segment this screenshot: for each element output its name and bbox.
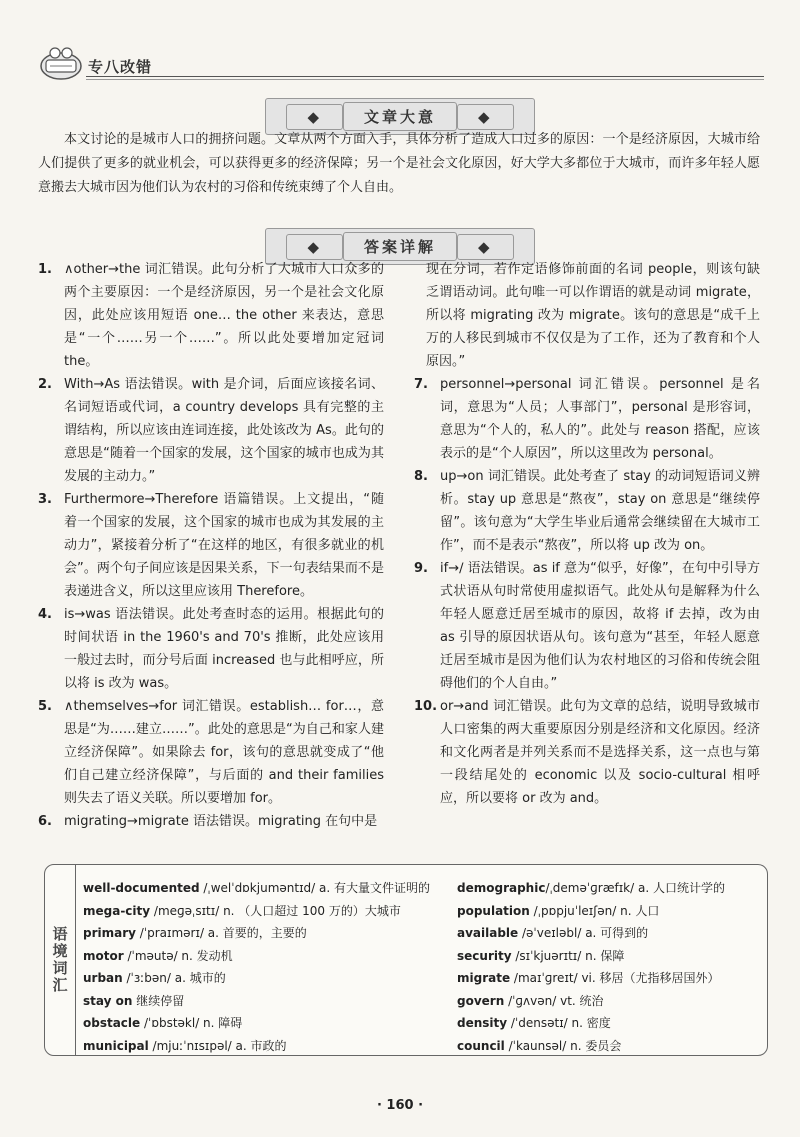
vocab-definition: /əˈveɪləbl/ a. 可得到的 bbox=[518, 926, 649, 940]
vocabulary-left-column bbox=[83, 877, 463, 1057]
vocab-definition: /ˈɒbstəkl/ n. 障碍 bbox=[140, 1016, 243, 1030]
answer-item bbox=[38, 695, 384, 810]
answer-item-continued bbox=[414, 258, 760, 373]
vocab-entry bbox=[457, 945, 757, 968]
vocab-definition: /maɪˈɡreɪt/ vi. 移居（尤指移居国外） bbox=[510, 971, 720, 985]
answer-text: up→on 词汇错误。此处考查了 stay 的动词短语词义辨析。stay up 意思是“熬夜”，stay on 意思是“继续停留”。该句意为“大学生毕业后通常会继续留在大城市工作”，而不是表示“熬夜”，所以将 up 改为 on。 bbox=[440, 469, 760, 553]
vocab-word: stay on bbox=[83, 993, 133, 1008]
diamond-icon: ◆ bbox=[457, 104, 514, 130]
vocab-definition: /ˈɡʌvən/ vt. 统治 bbox=[504, 993, 604, 1008]
vocab-entry bbox=[83, 900, 463, 923]
vocabulary-right-column bbox=[457, 877, 757, 1057]
vocab-definition: /ˌpɒpjuˈleɪʃən/ n. 人口 bbox=[529, 903, 660, 918]
answers-left-column bbox=[38, 258, 384, 833]
vocab-word: security bbox=[457, 948, 512, 963]
vocab-definition: /mjuːˈnɪsɪpəl/ a. 市政的 bbox=[148, 1038, 287, 1053]
vocab-definition: /ˌdeməˈɡræfɪk/ a. 人口统计学的 bbox=[545, 881, 725, 895]
summary-title-text: 文章大意 bbox=[343, 102, 457, 131]
vocabulary-label-text: 语境词汇 bbox=[50, 926, 69, 994]
vocab-word: primary bbox=[83, 926, 136, 940]
vocab-word: urban bbox=[83, 971, 123, 985]
vocab-entry bbox=[457, 900, 757, 923]
vocab-word: govern bbox=[457, 993, 505, 1008]
diamond-icon: ◆ bbox=[286, 234, 343, 260]
vocab-definition: /ˈməutə/ n. 发动机 bbox=[123, 948, 233, 963]
answer-item bbox=[38, 603, 384, 695]
answer-text: is→was 语法错误。此处考查时态的运用。根据此句的时间状语 in the 1960's and 70's 推断，此处应该用一般过去时，而分号后面 increased 也与此相呼应，所以将 is 改为 was。 bbox=[64, 607, 384, 691]
vocab-word: demographic bbox=[457, 881, 546, 895]
header-rule-secondary bbox=[86, 79, 764, 80]
answer-item bbox=[38, 810, 384, 833]
vocab-word: migrate bbox=[457, 971, 511, 985]
diamond-icon: ◆ bbox=[286, 104, 343, 130]
vocab-definition: /sɪˈkjuərɪtɪ/ n. 保障 bbox=[511, 948, 625, 963]
vocab-entry bbox=[457, 877, 757, 900]
vocab-word: density bbox=[457, 1016, 508, 1030]
page-header bbox=[38, 44, 778, 84]
answers-right-column bbox=[414, 258, 760, 810]
answer-item bbox=[414, 373, 760, 465]
vocabulary-box bbox=[44, 864, 768, 1056]
vocab-word: municipal bbox=[83, 1038, 149, 1053]
vocab-word: population bbox=[457, 903, 530, 918]
answer-item bbox=[414, 695, 760, 810]
vocab-entry bbox=[83, 990, 463, 1013]
answer-number: 5. bbox=[38, 699, 52, 714]
answer-text: migrating→migrate 语法错误。migrating 在句中是 bbox=[64, 814, 378, 829]
answer-number: 4. bbox=[38, 607, 52, 622]
vocab-definition: /ˌwelˈdɒkjuməntɪd/ a. 有大量文件证明的 bbox=[199, 881, 430, 895]
vocab-entry bbox=[83, 1012, 463, 1035]
answer-text: 现在分词，若作定语修饰前面的名词 people，则该句缺乏谓语动词。此句唯一可以作谓语的就是动词 migrate，所以将 migrating 改为 migrate。该句的意思是“成千上万的人移民到城市不仅仅是为了工作，还为了教育和个人原因。” bbox=[426, 262, 760, 369]
vocab-entry bbox=[457, 1035, 757, 1058]
vocab-entry bbox=[457, 990, 757, 1013]
vocab-entry bbox=[457, 1012, 757, 1035]
vocab-definition: /ˈɜːbən/ a. 城市的 bbox=[122, 971, 226, 985]
answer-item bbox=[38, 373, 384, 488]
header-rule bbox=[86, 76, 764, 77]
vocab-definition: /meɡəˌsɪtɪ/ n. （人口超过 100 万的）大城市 bbox=[150, 903, 401, 918]
vocab-definition: 继续停留 bbox=[132, 993, 185, 1008]
vocabulary-label bbox=[45, 865, 76, 1055]
answer-number: 3. bbox=[38, 492, 52, 507]
answer-item bbox=[414, 557, 760, 695]
vocab-definition: /ˈdensətɪ/ n. 密度 bbox=[507, 1016, 611, 1030]
answer-text: personnel→personal 词汇错误。personnel 是名词，意思为“人员；人事部门”，personal 是形容词，意思为“个人的，私人的”。此处与 reason 搭配，应该表示的是“个人原因”，所以这里改为 personal。 bbox=[440, 377, 760, 461]
summary-paragraph: 本文讨论的是城市人口的拥挤问题。文章从两个方面入手，具体分析了造成人口过多的原因：一个是经济原因，大城市给人们提供了更多的就业机会，可以获得更多的经济保障；另一个是社会文化原因，好大学大多都位于大城市，而许多年轻人愿意搬去大城市因为他们认为农村的习俗和传统束缚了个人自由。 bbox=[38, 132, 760, 195]
vocab-entry bbox=[83, 1035, 463, 1058]
vocab-word: motor bbox=[83, 948, 124, 963]
answer-number: 8. bbox=[414, 469, 428, 484]
answer-text: ∧themselves→for 词汇错误。establish… for…，意思是“为……建立……”。此处的意思是“为自己和家人建立经济保障”。如果除去 for，该句的意思就变成了“他们自己建立经济保障”，与后面的 and their families 则失去了语义关联。所以要增加 for。 bbox=[64, 699, 384, 806]
vocab-word: obstacle bbox=[83, 1016, 141, 1030]
answer-text: or→and 词汇错误。此句为文章的总结，说明导致城市人口密集的两大重要原因分别是经济和文化原因。经济和文化两者是并列关系而不是选择关系，这一点也与第一段结尾处的 economic 以及 socio-cultural 相呼应，所以要将 or 改为 and。 bbox=[440, 699, 760, 806]
answer-number: 10. bbox=[414, 699, 438, 714]
vocab-entry bbox=[83, 945, 463, 968]
answer-number: 6. bbox=[38, 814, 52, 829]
vocab-entry bbox=[83, 877, 463, 900]
answer-text: With→As 语法错误。with 是介词，后面应该接名词、名词短语或代词，a country develops 具有完整的主谓结构，所以应该由连词连接，此处该改为 As。此句的意思是“随着一个国家的发展，这个国家的城市也成为其发展的主动力。” bbox=[64, 377, 384, 484]
header-title: 专八改错 bbox=[88, 58, 153, 76]
vocab-word: well-documented bbox=[83, 881, 200, 895]
vocab-word: available bbox=[457, 926, 519, 940]
answer-number: 7. bbox=[414, 377, 428, 392]
vocab-entry bbox=[457, 967, 757, 990]
answer-text: Furthermore→Therefore 语篇错误。上文提出，“随着一个国家的发展，这个国家的城市也成为其发展的主动力”，紧接着分析了“在这样的地区，有很多就业的机会”。两个句子间应该是因果关系，下一句表结果而不是表递进含义，所以这里应该用 Therefore。 bbox=[64, 492, 384, 599]
answer-number: 9. bbox=[414, 561, 428, 576]
answer-item bbox=[38, 258, 384, 373]
vocab-word: council bbox=[457, 1038, 505, 1053]
diamond-icon: ◆ bbox=[457, 234, 514, 260]
answers-title-text: 答案详解 bbox=[343, 232, 457, 261]
vocab-entry bbox=[457, 922, 757, 945]
answer-text: if→∕ 语法错误。as if 意为“似乎，好像”，在句中引导方式状语从句时常使用虚拟语气。此处从句是解释为什么年轻人愿意迁居至城市的原因，故将 if 去掉，改为由 as 引导的原因状语从句。该句意为“甚至，年轻人愿意迁居至城市是因为他们认为农村地区的习俗和传统会阻碍他们的个人自由。” bbox=[440, 561, 760, 691]
answer-number: 2. bbox=[38, 377, 52, 392]
vocab-definition: /ˈkaunsəl/ n. 委员会 bbox=[504, 1038, 622, 1053]
book-mascot-icon bbox=[38, 44, 84, 82]
answer-item bbox=[38, 488, 384, 603]
vocab-definition: /ˈpraɪmərɪ/ a. 首要的，主要的 bbox=[135, 926, 307, 940]
vocab-entry bbox=[83, 967, 463, 990]
vocab-entry bbox=[83, 922, 463, 945]
vocab-word: mega-city bbox=[83, 903, 151, 918]
answer-number: 1. bbox=[38, 262, 52, 277]
page-number: · 160 · bbox=[376, 1098, 424, 1113]
answer-text: ∧other→the 词汇错误。此句分析了大城市人口众多的两个主要原因：一个是经济原因，另一个是社会文化原因，此处应该用短语 one… the other 来表达，意思是“一个……另一个……”。所以此处要增加定冠词 the。 bbox=[64, 262, 384, 369]
answer-item bbox=[414, 465, 760, 557]
